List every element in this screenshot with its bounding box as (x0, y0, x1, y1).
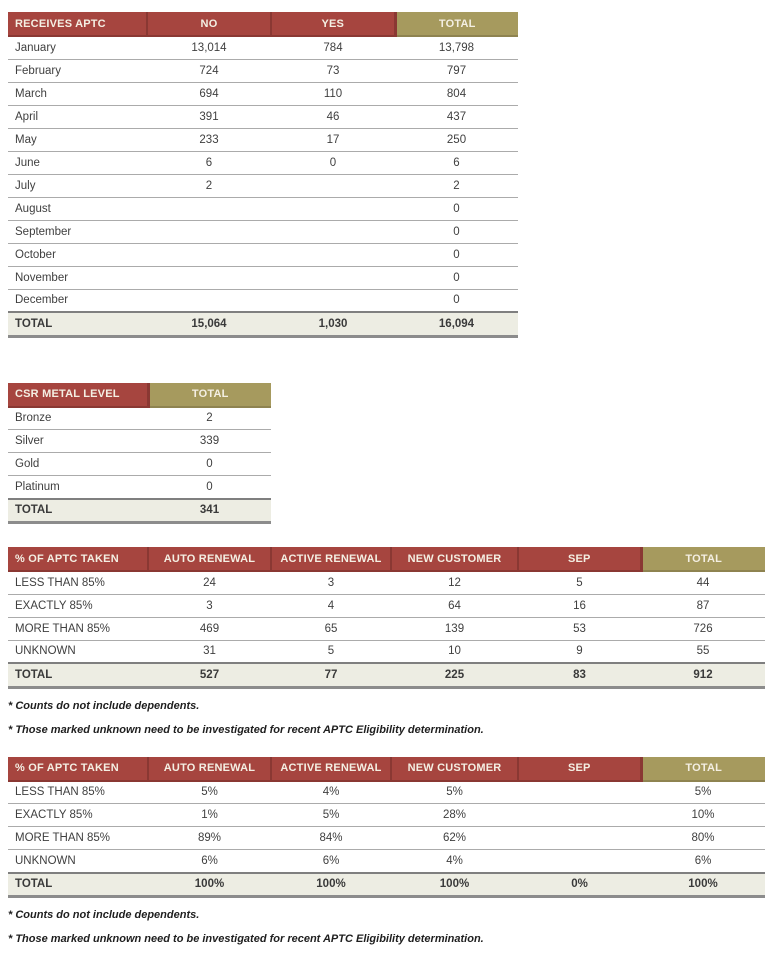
cell: 1% (148, 804, 271, 827)
table-row (8, 266, 518, 289)
receives-aptc-table (8, 12, 518, 338)
cell: 0 (395, 243, 518, 266)
cell: 437 (395, 105, 518, 128)
cell: 6% (148, 850, 271, 873)
cell: 10 (391, 640, 518, 663)
total-cell: 1,030 (271, 312, 395, 336)
row-label: February (8, 59, 147, 82)
table-row (8, 781, 765, 804)
cell: 391 (147, 105, 271, 128)
row-label: Gold (8, 453, 148, 476)
cell: 5% (391, 781, 518, 804)
aptc-taken-percent-section (8, 757, 780, 947)
total-cell: 100% (148, 873, 271, 897)
header-row (8, 547, 765, 571)
table-row (8, 289, 518, 312)
row-label: April (8, 105, 147, 128)
row-label: Bronze (8, 407, 148, 430)
row-label: October (8, 243, 147, 266)
cell: 5 (271, 640, 391, 663)
row-label: September (8, 220, 147, 243)
column-header-csr-metal-level: CSR METAL LEVEL (8, 383, 148, 407)
row-label: Silver (8, 430, 148, 453)
cell (271, 266, 395, 289)
table-row (8, 151, 518, 174)
total-row (8, 312, 518, 336)
row-label: MORE THAN 85% (8, 617, 148, 640)
table-body (8, 36, 518, 336)
cell: 0 (395, 266, 518, 289)
column-header-receives-aptc: RECEIVES APTC (8, 12, 147, 36)
table-row (8, 197, 518, 220)
cell: 2 (147, 174, 271, 197)
total-cell: 0% (518, 873, 641, 897)
cell: 87 (641, 594, 765, 617)
receives-aptc-section (8, 12, 780, 338)
total-row-label: TOTAL (8, 499, 148, 523)
column-header-sep: SEP (518, 547, 641, 571)
table-row (8, 430, 271, 453)
cell: 804 (395, 82, 518, 105)
row-label: July (8, 174, 147, 197)
table-header (8, 12, 518, 36)
total-row (8, 499, 271, 523)
cell: 46 (271, 105, 395, 128)
cell: 65 (271, 617, 391, 640)
cell: 55 (641, 640, 765, 663)
total-cell: 77 (271, 663, 391, 687)
table-body (8, 781, 765, 897)
cell: 0 (148, 476, 271, 499)
column-header-new-customer: NEW CUSTOMER (391, 547, 518, 571)
header-row (8, 12, 518, 36)
table-row (8, 243, 518, 266)
cell: 0 (395, 220, 518, 243)
cell: 339 (148, 430, 271, 453)
cell: 110 (271, 82, 395, 105)
table-row (8, 617, 765, 640)
cell: 2 (395, 174, 518, 197)
header-row (8, 757, 765, 781)
total-row-label: TOTAL (8, 312, 147, 336)
table-row (8, 407, 271, 430)
row-label: UNKNOWN (8, 640, 148, 663)
cell: 13,798 (395, 36, 518, 59)
column-header-active-renewal: ACTIVE RENEWAL (271, 757, 391, 781)
table-row (8, 827, 765, 850)
table-row (8, 220, 518, 243)
cell (518, 781, 641, 804)
cell: 9 (518, 640, 641, 663)
column-header-total: TOTAL (148, 383, 271, 407)
cell: 44 (641, 571, 765, 594)
cell (147, 243, 271, 266)
cell: 6% (641, 850, 765, 873)
row-label: UNKNOWN (8, 850, 148, 873)
column-header-total: TOTAL (395, 12, 518, 36)
table-row (8, 105, 518, 128)
cell: 5% (641, 781, 765, 804)
cell: 64 (391, 594, 518, 617)
cell: 5% (148, 781, 271, 804)
cell: 13,014 (147, 36, 271, 59)
cell: 0 (148, 453, 271, 476)
column-header-of-aptc-taken: % OF APTC TAKEN (8, 757, 148, 781)
cell: 726 (641, 617, 765, 640)
row-label: March (8, 82, 147, 105)
table-row (8, 174, 518, 197)
cell: 469 (148, 617, 271, 640)
cell (271, 174, 395, 197)
cell: 724 (147, 59, 271, 82)
cell (271, 243, 395, 266)
aptc-taken-percent-table (8, 757, 765, 899)
total-cell: 15,064 (147, 312, 271, 336)
footnote: * Those marked unknown need to be investigated for recent APTC Eligibility determination. (8, 723, 484, 736)
cell (518, 850, 641, 873)
cell (271, 220, 395, 243)
aptc-taken-counts-section (8, 547, 780, 737)
cell: 3 (148, 594, 271, 617)
table-row (8, 82, 518, 105)
cell: 4% (391, 850, 518, 873)
table-row (8, 850, 765, 873)
cell: 73 (271, 59, 395, 82)
cell: 31 (148, 640, 271, 663)
cell: 16 (518, 594, 641, 617)
total-cell: 527 (148, 663, 271, 687)
cell: 139 (391, 617, 518, 640)
total-cell: 100% (641, 873, 765, 897)
table-header (8, 757, 765, 781)
cell: 28% (391, 804, 518, 827)
cell: 4% (271, 781, 391, 804)
total-cell: 341 (148, 499, 271, 523)
column-header-no: NO (147, 12, 271, 36)
table-row (8, 59, 518, 82)
cell: 797 (395, 59, 518, 82)
cell (271, 289, 395, 312)
total-row-label: TOTAL (8, 663, 148, 687)
cell: 5 (518, 571, 641, 594)
cell (271, 197, 395, 220)
cell: 84% (271, 827, 391, 850)
row-label: August (8, 197, 147, 220)
footnote: * Those marked unknown need to be investigated for recent APTC Eligibility determination. (8, 933, 484, 945)
cell: 233 (147, 128, 271, 151)
cell (147, 197, 271, 220)
total-row (8, 873, 765, 897)
table-row (8, 453, 271, 476)
cell: 6 (147, 151, 271, 174)
cell: 6% (271, 850, 391, 873)
cell (147, 220, 271, 243)
column-header-active-renewal: ACTIVE RENEWAL (271, 547, 391, 571)
column-header-total: TOTAL (641, 757, 765, 781)
cell: 3 (271, 571, 391, 594)
table-row (8, 476, 271, 499)
row-label: May (8, 128, 147, 151)
cell: 80% (641, 827, 765, 850)
aptc-taken-counts-table (8, 547, 765, 689)
cell: 0 (271, 151, 395, 174)
cell: 17 (271, 128, 395, 151)
cell (518, 804, 641, 827)
table-header (8, 383, 271, 407)
column-header-yes: YES (271, 12, 395, 36)
total-cell: 100% (271, 873, 391, 897)
table-row (8, 804, 765, 827)
table-body (8, 571, 765, 687)
cell: 62% (391, 827, 518, 850)
cell: 694 (147, 82, 271, 105)
cell (518, 827, 641, 850)
column-header-new-customer: NEW CUSTOMER (391, 757, 518, 781)
cell: 6 (395, 151, 518, 174)
csr-metal-level-section (8, 383, 780, 525)
table-row (8, 640, 765, 663)
row-label: Platinum (8, 476, 148, 499)
total-cell: 225 (391, 663, 518, 687)
table-row (8, 571, 765, 594)
footnote: * Counts do not include dependents. (8, 699, 200, 712)
cell: 250 (395, 128, 518, 151)
row-label: EXACTLY 85% (8, 804, 148, 827)
total-cell: 16,094 (395, 312, 518, 336)
cell: 4 (271, 594, 391, 617)
header-row (8, 383, 271, 407)
total-cell: 83 (518, 663, 641, 687)
footnote: * Counts do not include dependents. (8, 909, 200, 921)
row-label: December (8, 289, 147, 312)
row-label: LESS THAN 85% (8, 571, 148, 594)
csr-metal-level-table (8, 383, 271, 525)
row-label: June (8, 151, 147, 174)
table-header (8, 547, 765, 571)
cell (147, 289, 271, 312)
row-label: LESS THAN 85% (8, 781, 148, 804)
column-header-total: TOTAL (641, 547, 765, 571)
cell: 0 (395, 289, 518, 312)
row-label: EXACTLY 85% (8, 594, 148, 617)
total-cell: 100% (391, 873, 518, 897)
column-header-auto-renewal: AUTO RENEWAL (148, 547, 271, 571)
table-body (8, 407, 271, 523)
row-label: January (8, 36, 147, 59)
column-header-of-aptc-taken: % OF APTC TAKEN (8, 547, 148, 571)
cell: 2 (148, 407, 271, 430)
cell: 12 (391, 571, 518, 594)
total-row-label: TOTAL (8, 873, 148, 897)
table-row (8, 36, 518, 59)
column-header-sep: SEP (518, 757, 641, 781)
row-label: November (8, 266, 147, 289)
cell: 10% (641, 804, 765, 827)
cell: 89% (148, 827, 271, 850)
total-row (8, 663, 765, 687)
table-row (8, 128, 518, 151)
cell: 24 (148, 571, 271, 594)
cell: 53 (518, 617, 641, 640)
row-label: MORE THAN 85% (8, 827, 148, 850)
table-row (8, 594, 765, 617)
cell: 0 (395, 197, 518, 220)
column-header-auto-renewal: AUTO RENEWAL (148, 757, 271, 781)
cell (147, 266, 271, 289)
total-cell: 912 (641, 663, 765, 687)
cell: 784 (271, 36, 395, 59)
cell: 5% (271, 804, 391, 827)
